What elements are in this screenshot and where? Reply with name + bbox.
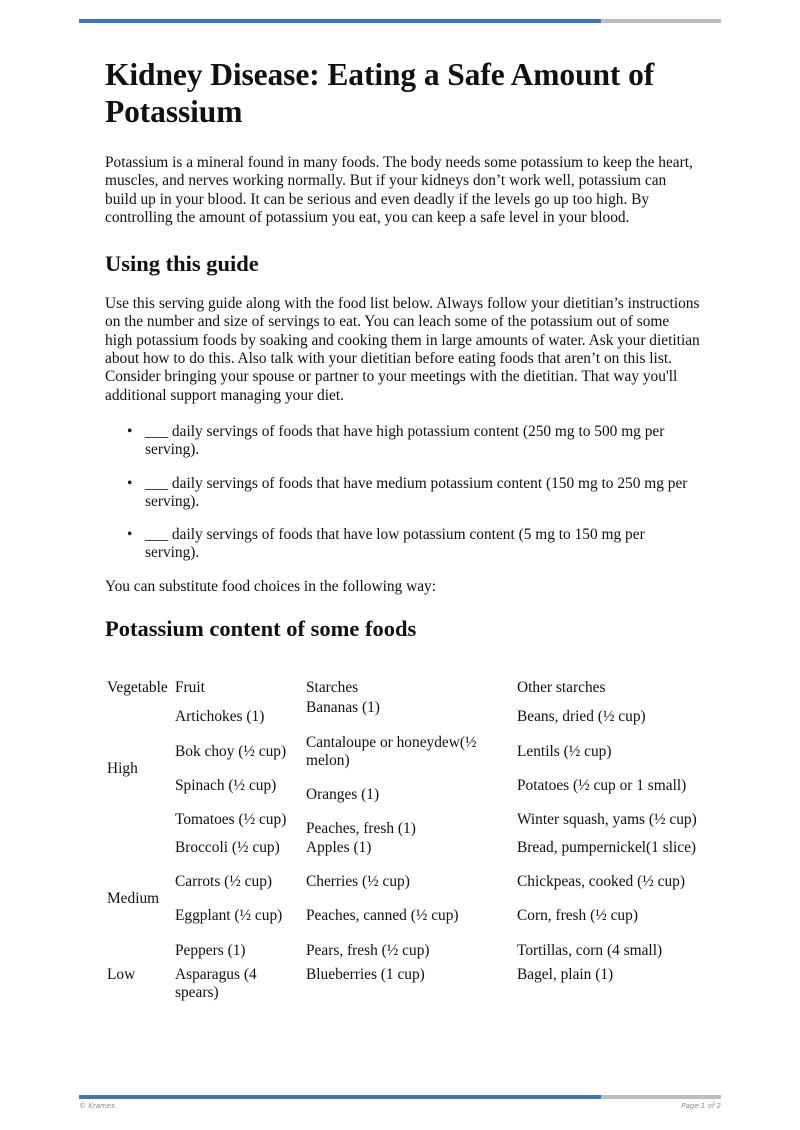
- food-item: Eggplant (½ cup): [175, 907, 283, 925]
- intro-paragraph: Potassium is a mineral found in many foods. The body needs some potassium to keep the heart, muscles, and nerves working normally. But if your kidneys don’t work well, potassium can build up in your blood. It can be serious and even deadly if the levels go up too high. By controlling the amount of potassium you eat, you can keep a safe level in your blood.: [105, 154, 693, 226]
- section-heading-guide: Using this guide: [105, 251, 259, 277]
- food-item: Peppers (1): [175, 941, 246, 959]
- accent-bar-blue: [79, 1095, 601, 1099]
- table-row: [105, 699, 700, 838]
- level-cell: Low: [107, 965, 136, 983]
- food-item: Spinach (½ cup): [175, 777, 277, 795]
- column-header: Fruit: [175, 679, 205, 696]
- food-item: Asparagus (4 spears): [175, 965, 257, 1002]
- food-item: Peaches, canned (½ cup): [306, 907, 459, 925]
- table-row: [105, 960, 700, 1003]
- food-item: Cherries (½ cup): [306, 873, 410, 891]
- food-item: Peaches, fresh (1): [306, 820, 416, 838]
- bullet-icon: •: [127, 422, 133, 440]
- vegetable-cell: [173, 699, 304, 838]
- level-cell: Medium: [107, 890, 160, 908]
- accent-bar-gray: [601, 19, 721, 23]
- servings-list-item: • ___ daily servings of foods that have high potassium content (250 mg to 500 mg per serving).: [127, 422, 665, 459]
- guide-paragraph: Use this serving guide along with the food list below. Always follow your dietitian’s instructions on the number and size of servings to eat. You can leach some of the potassium out of some high potassium foods by soaking and cooking them in large amounts of water. Ask your dietitian about how to do this. Also talk with your dietitian before eating foods that aren’t on this list. Consider bringing your spouse or partner to your meetings with the dietitian. That way you'll additional support managing your diet.: [105, 295, 700, 404]
- food-item: Bread, pumpernickel(1 slice): [517, 838, 697, 856]
- page-title: Kidney Disease: Eating a Safe Amount of Potassium: [105, 57, 655, 129]
- footer-accent-bar: [79, 1095, 721, 1099]
- food-item: Beans, dried (½ cup): [517, 708, 646, 726]
- food-item: Bananas (1): [306, 699, 380, 717]
- servings-list-item: • ___ daily servings of foods that have low potassium content (5 mg to 150 mg per serving).: [127, 526, 645, 562]
- column-header: Vegetable: [107, 679, 168, 696]
- food-item: Blueberries (1 cup): [306, 965, 425, 983]
- section-heading-foods: Potassium content of some foods: [105, 616, 417, 642]
- food-item: Chickpeas, cooked (½ cup): [517, 873, 685, 891]
- vegetable-cell: [173, 839, 304, 960]
- servings-list: [105, 423, 700, 563]
- food-item: Bok choy (½ cup): [175, 742, 287, 760]
- bullet-icon: •: [127, 474, 133, 492]
- fruit-cell: [304, 699, 515, 838]
- potassium-foods-table: [105, 679, 700, 1003]
- food-item: Corn, fresh (½ cup): [517, 907, 638, 925]
- accent-bar-blue: [79, 19, 601, 23]
- document-body: [105, 56, 700, 642]
- food-item: Broccoli (½ cup): [175, 838, 280, 856]
- accent-bar-gray: [601, 1095, 721, 1099]
- starches-cell: [515, 839, 700, 960]
- food-item: Lentils (½ cup): [517, 742, 612, 760]
- food-item: Apples (1): [306, 838, 372, 856]
- fruit-cell: [304, 839, 515, 960]
- table-row: [105, 839, 700, 960]
- food-item: Cantaloupe or honeydew(½ melon): [306, 733, 477, 769]
- table-header-row: [105, 679, 700, 699]
- food-item: Artichokes (1): [175, 708, 265, 726]
- starches-cell: [515, 960, 700, 1003]
- food-item: Tomatoes (½ cup): [175, 811, 287, 829]
- bullet-icon: •: [127, 526, 133, 544]
- vegetable-cell: [173, 960, 304, 1003]
- food-item: Pears, fresh (½ cup): [306, 941, 430, 959]
- food-item: Tortillas, corn (4 small): [517, 941, 663, 959]
- footer-page-number: Page 1 of 2: [681, 1102, 721, 1110]
- food-item: Winter squash, yams (½ cup): [517, 811, 697, 829]
- food-item: Oranges (1): [306, 786, 380, 804]
- food-item: Potatoes (½ cup or 1 small): [517, 777, 687, 795]
- footer-copyright: © Krames: [79, 1102, 115, 1110]
- column-header: Other starches: [517, 679, 606, 696]
- servings-list-item: • ___ daily servings of foods that have medium potassium content (150 mg to 250 mg per serving).: [127, 474, 688, 510]
- column-header: Starches: [306, 679, 359, 696]
- level-cell: High: [107, 759, 138, 777]
- starches-cell: [515, 699, 700, 838]
- fruit-cell: [304, 960, 515, 1003]
- header-accent-bar: [79, 19, 721, 23]
- food-item: Bagel, plain (1): [517, 965, 614, 983]
- food-item: Carrots (½ cup): [175, 873, 273, 891]
- substitute-paragraph: You can substitute food choices in the following way:: [105, 577, 437, 595]
